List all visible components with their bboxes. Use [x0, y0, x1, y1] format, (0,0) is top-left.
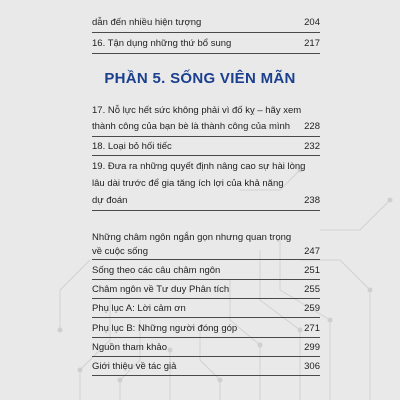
toc-page-number: 271 [304, 323, 320, 334]
toc-entry-15-partial [92, 0, 320, 5]
toc-divider [92, 279, 320, 280]
toc-page-number: 232 [304, 141, 320, 152]
section-title: PHẦN 5. SỐNG VIÊN MÃN [104, 70, 296, 87]
toc-entry-text-line1: Những châm ngôn ngắn gọn nhưng quan trọng [92, 232, 292, 243]
toc-divider [92, 337, 320, 338]
toc-entry-16 [92, 37, 320, 50]
toc-entry-text-line1: 17. Nỗ lực hết sức không phải vì đố kỵ – hãy xem [92, 105, 302, 116]
toc-divider [92, 259, 320, 260]
toc-entry-about-author [92, 360, 320, 373]
toc-page-number: 259 [304, 303, 320, 314]
toc-divider [92, 356, 320, 357]
toc-page-number: 238 [304, 195, 320, 206]
toc-divider [92, 375, 320, 376]
toc-divider [92, 53, 320, 54]
toc-entry-text: Phụ lục A: Lời cảm ơn [92, 303, 186, 314]
toc-entry-text: Giới thiệu về tác giả [92, 361, 177, 372]
toc-entry-17 [92, 104, 320, 133]
toc-entry-text-line2: thành công của bạn bè là thành công của mình [92, 121, 291, 132]
toc-entry-appendix-b [92, 322, 320, 335]
toc-entry-text-line1: 19. Đưa ra những quyết định nâng cao sự hài lòng [92, 161, 306, 172]
toc-entry-text: Phụ lục B: Những người đóng góp [92, 323, 238, 334]
toc-page-number: 217 [304, 38, 320, 49]
toc-divider [92, 317, 320, 318]
toc-entry-text-line3: dự đoán [92, 195, 128, 206]
toc-page-number: 204 [304, 17, 320, 28]
toc-page-number: 247 [304, 246, 320, 257]
toc-entry-text: 16. Tận dụng những thứ bổ sung [92, 38, 232, 49]
toc-divider [92, 298, 320, 299]
toc-divider [92, 32, 320, 33]
toc-page-number: 228 [304, 121, 320, 132]
toc-entry-text: Nguồn tham khảo [92, 342, 167, 353]
toc-entry-appendix-a [92, 302, 320, 315]
toc-page-number: 299 [304, 342, 320, 353]
toc-entry-living-by-maxims [92, 264, 320, 277]
toc-entry-text: Châm ngôn về Tư duy Phân tích [92, 284, 230, 295]
toc-entry-text: Sống theo các câu châm ngôn [92, 265, 221, 276]
toc-divider [92, 210, 320, 211]
toc-entry-18 [92, 140, 320, 153]
toc-entry-analytical-thinking-maxims [92, 283, 320, 296]
toc-page-number: 251 [304, 265, 320, 276]
toc-entry-text-line2: về cuộc sống [92, 246, 148, 257]
toc-entry-text-line2: lâu dài trước để gia tăng ích lợi của khả năng [92, 178, 284, 189]
toc-entry-references [92, 341, 320, 354]
toc-page-number: 306 [304, 361, 320, 372]
toc-divider [92, 136, 320, 137]
toc-entry-text: dẫn đến nhiều hiện tượng [92, 17, 202, 28]
toc-divider [92, 155, 320, 156]
toc-entry-19 [92, 160, 320, 207]
toc-entry-text: 18. Loại bỏ hối tiếc [92, 141, 172, 152]
toc-page-number: 255 [304, 284, 320, 295]
toc-entry-maxims [92, 231, 320, 258]
toc-entry-15-continuation [92, 16, 320, 29]
